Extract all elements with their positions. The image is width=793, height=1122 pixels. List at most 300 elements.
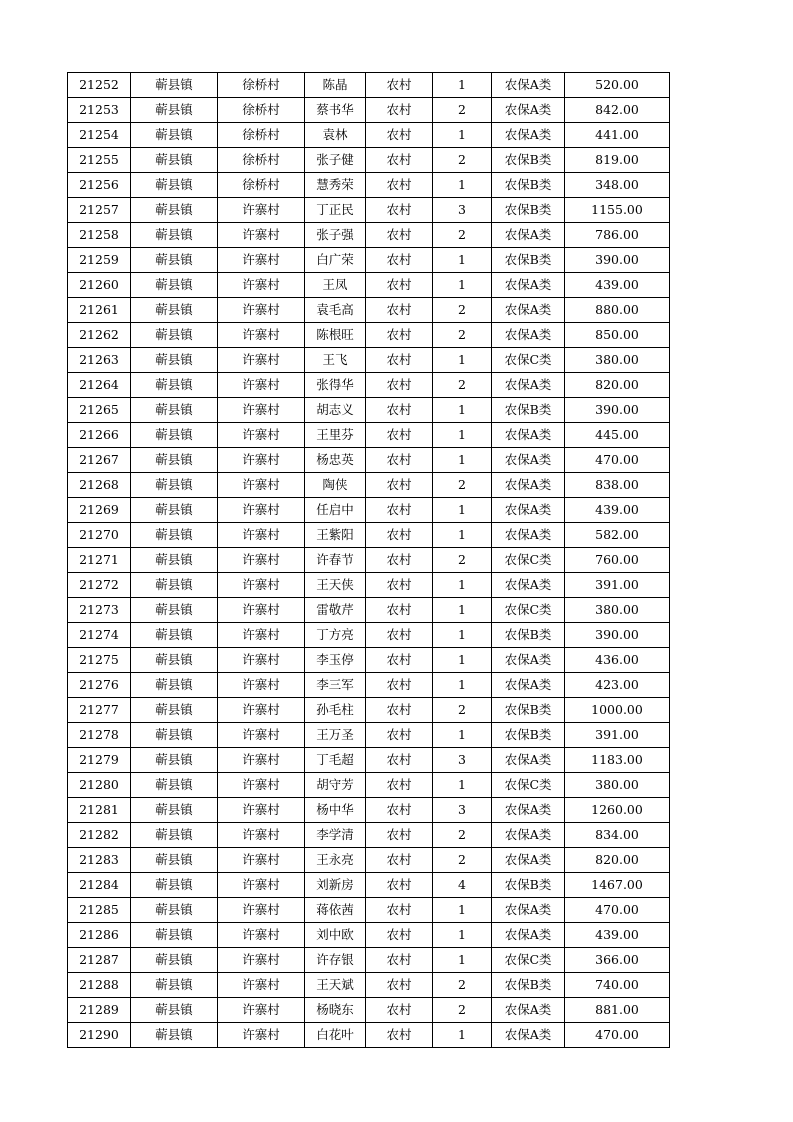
record-id-cell: 21261 (68, 298, 131, 323)
insurance-class-cell: 农保A类 (492, 323, 565, 348)
village-cell: 徐桥村 (218, 73, 305, 98)
name-cell: 雷敬芹 (305, 598, 366, 623)
village-cell: 许寨村 (218, 523, 305, 548)
amount-cell: 470.00 (565, 1023, 670, 1048)
record-id-cell: 21253 (68, 98, 131, 123)
village-cell: 许寨村 (218, 548, 305, 573)
town-cell: 蕲县镇 (131, 148, 218, 173)
name-cell: 胡守芳 (305, 773, 366, 798)
household-type-cell: 农村 (366, 398, 433, 423)
record-id-cell: 21266 (68, 423, 131, 448)
member-count-cell: 2 (433, 848, 492, 873)
record-id-cell: 21277 (68, 698, 131, 723)
insurance-class-cell: 农保C类 (492, 348, 565, 373)
village-cell: 许寨村 (218, 1023, 305, 1048)
member-count-cell: 1 (433, 898, 492, 923)
name-cell: 刘新房 (305, 873, 366, 898)
amount-cell: 760.00 (565, 548, 670, 573)
name-cell: 杨晓东 (305, 998, 366, 1023)
record-id-cell: 21262 (68, 323, 131, 348)
record-id-cell: 21273 (68, 598, 131, 623)
member-count-cell: 1 (433, 448, 492, 473)
amount-cell: 582.00 (565, 523, 670, 548)
record-id-cell: 21272 (68, 573, 131, 598)
village-cell: 许寨村 (218, 573, 305, 598)
member-count-cell: 2 (433, 373, 492, 398)
amount-cell: 439.00 (565, 923, 670, 948)
table-row (68, 148, 670, 173)
household-type-cell: 农村 (366, 948, 433, 973)
table-row (68, 123, 670, 148)
name-cell: 袁林 (305, 123, 366, 148)
name-cell: 孙毛柱 (305, 698, 366, 723)
table-row (68, 773, 670, 798)
member-count-cell: 1 (433, 123, 492, 148)
village-cell: 许寨村 (218, 398, 305, 423)
name-cell: 丁方亮 (305, 623, 366, 648)
household-type-cell: 农村 (366, 773, 433, 798)
household-type-cell: 农村 (366, 548, 433, 573)
table-row (68, 1023, 670, 1048)
household-type-cell: 农村 (366, 573, 433, 598)
member-count-cell: 3 (433, 748, 492, 773)
member-count-cell: 1 (433, 248, 492, 273)
amount-cell: 348.00 (565, 173, 670, 198)
table-row (68, 873, 670, 898)
town-cell: 蕲县镇 (131, 448, 218, 473)
household-type-cell: 农村 (366, 298, 433, 323)
household-type-cell: 农村 (366, 998, 433, 1023)
household-type-cell: 农村 (366, 898, 433, 923)
name-cell: 陈根旺 (305, 323, 366, 348)
household-type-cell: 农村 (366, 923, 433, 948)
table-row (68, 373, 670, 398)
insurance-class-cell: 农保B类 (492, 698, 565, 723)
insurance-class-cell: 农保A类 (492, 523, 565, 548)
name-cell: 任启中 (305, 498, 366, 523)
name-cell: 白广荣 (305, 248, 366, 273)
village-cell: 许寨村 (218, 798, 305, 823)
table-row (68, 748, 670, 773)
insurance-class-cell: 农保B类 (492, 248, 565, 273)
household-type-cell: 农村 (366, 973, 433, 998)
household-type-cell: 农村 (366, 698, 433, 723)
insurance-class-cell: 农保A类 (492, 848, 565, 873)
town-cell: 蕲县镇 (131, 973, 218, 998)
table-row (68, 698, 670, 723)
name-cell: 慧秀荣 (305, 173, 366, 198)
insurance-class-cell: 农保A类 (492, 898, 565, 923)
insurance-class-cell: 农保C类 (492, 948, 565, 973)
town-cell: 蕲县镇 (131, 423, 218, 448)
name-cell: 白花叶 (305, 1023, 366, 1048)
household-type-cell: 农村 (366, 498, 433, 523)
insurance-class-cell: 农保B类 (492, 198, 565, 223)
village-cell: 许寨村 (218, 273, 305, 298)
insurance-class-cell: 农保B类 (492, 723, 565, 748)
amount-cell: 842.00 (565, 98, 670, 123)
record-id-cell: 21264 (68, 373, 131, 398)
village-cell: 许寨村 (218, 623, 305, 648)
name-cell: 王天侠 (305, 573, 366, 598)
amount-cell: 1000.00 (565, 698, 670, 723)
insurance-class-cell: 农保A类 (492, 448, 565, 473)
amount-cell: 820.00 (565, 373, 670, 398)
household-type-cell: 农村 (366, 73, 433, 98)
village-cell: 许寨村 (218, 673, 305, 698)
amount-cell: 390.00 (565, 623, 670, 648)
name-cell: 蔡书华 (305, 98, 366, 123)
table-row (68, 248, 670, 273)
town-cell: 蕲县镇 (131, 598, 218, 623)
member-count-cell: 3 (433, 198, 492, 223)
record-id-cell: 21257 (68, 198, 131, 223)
insurance-class-cell: 农保B类 (492, 173, 565, 198)
table-row (68, 898, 670, 923)
village-cell: 徐桥村 (218, 148, 305, 173)
insurance-class-cell: 农保A类 (492, 123, 565, 148)
name-cell: 丁毛超 (305, 748, 366, 773)
town-cell: 蕲县镇 (131, 748, 218, 773)
table-row (68, 673, 670, 698)
village-cell: 许寨村 (218, 848, 305, 873)
town-cell: 蕲县镇 (131, 523, 218, 548)
amount-cell: 850.00 (565, 323, 670, 348)
member-count-cell: 1 (433, 1023, 492, 1048)
member-count-cell: 2 (433, 98, 492, 123)
member-count-cell: 3 (433, 798, 492, 823)
member-count-cell: 1 (433, 623, 492, 648)
name-cell: 袁毛高 (305, 298, 366, 323)
member-count-cell: 1 (433, 948, 492, 973)
name-cell: 许春节 (305, 548, 366, 573)
record-id-cell: 21279 (68, 748, 131, 773)
insurance-class-cell: 农保A类 (492, 573, 565, 598)
amount-cell: 380.00 (565, 773, 670, 798)
town-cell: 蕲县镇 (131, 923, 218, 948)
village-cell: 许寨村 (218, 423, 305, 448)
town-cell: 蕲县镇 (131, 873, 218, 898)
name-cell: 王飞 (305, 348, 366, 373)
village-cell: 许寨村 (218, 323, 305, 348)
village-cell: 许寨村 (218, 948, 305, 973)
amount-cell: 436.00 (565, 648, 670, 673)
record-id-cell: 21274 (68, 623, 131, 648)
member-count-cell: 4 (433, 873, 492, 898)
town-cell: 蕲县镇 (131, 248, 218, 273)
table-row (68, 848, 670, 873)
village-cell: 许寨村 (218, 348, 305, 373)
table-row (68, 823, 670, 848)
record-id-cell: 21252 (68, 73, 131, 98)
insurance-class-cell: 农保C类 (492, 773, 565, 798)
record-id-cell: 21276 (68, 673, 131, 698)
name-cell: 王凤 (305, 273, 366, 298)
amount-cell: 380.00 (565, 598, 670, 623)
village-cell: 许寨村 (218, 998, 305, 1023)
village-cell: 许寨村 (218, 873, 305, 898)
name-cell: 张得华 (305, 373, 366, 398)
member-count-cell: 2 (433, 473, 492, 498)
household-type-cell: 农村 (366, 673, 433, 698)
amount-cell: 390.00 (565, 398, 670, 423)
record-id-cell: 21282 (68, 823, 131, 848)
household-type-cell: 农村 (366, 723, 433, 748)
village-cell: 许寨村 (218, 498, 305, 523)
village-cell: 许寨村 (218, 898, 305, 923)
record-id-cell: 21275 (68, 648, 131, 673)
household-type-cell: 农村 (366, 273, 433, 298)
record-id-cell: 21267 (68, 448, 131, 473)
household-type-cell: 农村 (366, 873, 433, 898)
town-cell: 蕲县镇 (131, 1023, 218, 1048)
insurance-class-cell: 农保A类 (492, 748, 565, 773)
table-row (68, 73, 670, 98)
table-row (68, 473, 670, 498)
village-cell: 徐桥村 (218, 173, 305, 198)
record-id-cell: 21290 (68, 1023, 131, 1048)
village-cell: 许寨村 (218, 448, 305, 473)
name-cell: 刘中欧 (305, 923, 366, 948)
member-count-cell: 1 (433, 523, 492, 548)
member-count-cell: 2 (433, 323, 492, 348)
village-cell: 许寨村 (218, 223, 305, 248)
table-row (68, 223, 670, 248)
amount-cell: 391.00 (565, 723, 670, 748)
household-type-cell: 农村 (366, 248, 433, 273)
record-id-cell: 21287 (68, 948, 131, 973)
village-cell: 许寨村 (218, 598, 305, 623)
amount-cell: 439.00 (565, 498, 670, 523)
town-cell: 蕲县镇 (131, 298, 218, 323)
amount-cell: 820.00 (565, 848, 670, 873)
record-id-cell: 21258 (68, 223, 131, 248)
town-cell: 蕲县镇 (131, 498, 218, 523)
amount-cell: 445.00 (565, 423, 670, 448)
amount-cell: 439.00 (565, 273, 670, 298)
village-cell: 许寨村 (218, 748, 305, 773)
insurance-class-cell: 农保A类 (492, 423, 565, 448)
village-cell: 许寨村 (218, 473, 305, 498)
table-row (68, 448, 670, 473)
household-type-cell: 农村 (366, 198, 433, 223)
town-cell: 蕲县镇 (131, 648, 218, 673)
member-count-cell: 1 (433, 423, 492, 448)
town-cell: 蕲县镇 (131, 673, 218, 698)
amount-cell: 423.00 (565, 673, 670, 698)
name-cell: 李三军 (305, 673, 366, 698)
name-cell: 陶侠 (305, 473, 366, 498)
amount-cell: 1155.00 (565, 198, 670, 223)
household-type-cell: 农村 (366, 348, 433, 373)
table-row (68, 298, 670, 323)
village-cell: 许寨村 (218, 823, 305, 848)
household-type-cell: 农村 (366, 598, 433, 623)
amount-cell: 390.00 (565, 248, 670, 273)
village-cell: 许寨村 (218, 198, 305, 223)
table-row (68, 398, 670, 423)
insurance-class-cell: 农保C类 (492, 598, 565, 623)
amount-cell: 1260.00 (565, 798, 670, 823)
insurance-class-cell: 农保A类 (492, 1023, 565, 1048)
insurance-class-cell: 农保B类 (492, 398, 565, 423)
town-cell: 蕲县镇 (131, 373, 218, 398)
record-id-cell: 21286 (68, 923, 131, 948)
member-count-cell: 2 (433, 548, 492, 573)
town-cell: 蕲县镇 (131, 798, 218, 823)
insurance-class-cell: 农保B类 (492, 623, 565, 648)
town-cell: 蕲县镇 (131, 573, 218, 598)
household-type-cell: 农村 (366, 473, 433, 498)
table-row (68, 573, 670, 598)
village-cell: 许寨村 (218, 923, 305, 948)
household-type-cell: 农村 (366, 223, 433, 248)
table-row (68, 948, 670, 973)
record-id-cell: 21280 (68, 773, 131, 798)
record-id-cell: 21260 (68, 273, 131, 298)
insurance-class-cell: 农保B类 (492, 873, 565, 898)
record-id-cell: 21256 (68, 173, 131, 198)
village-cell: 徐桥村 (218, 123, 305, 148)
name-cell: 李玉停 (305, 648, 366, 673)
record-id-cell: 21254 (68, 123, 131, 148)
town-cell: 蕲县镇 (131, 848, 218, 873)
amount-cell: 520.00 (565, 73, 670, 98)
record-id-cell: 21288 (68, 973, 131, 998)
name-cell: 王里芬 (305, 423, 366, 448)
town-cell: 蕲县镇 (131, 73, 218, 98)
town-cell: 蕲县镇 (131, 123, 218, 148)
table-row (68, 998, 670, 1023)
member-count-cell: 1 (433, 273, 492, 298)
insurance-class-cell: 农保A类 (492, 273, 565, 298)
town-cell: 蕲县镇 (131, 723, 218, 748)
table-row (68, 323, 670, 348)
table-row (68, 273, 670, 298)
town-cell: 蕲县镇 (131, 98, 218, 123)
town-cell: 蕲县镇 (131, 948, 218, 973)
member-count-cell: 1 (433, 923, 492, 948)
name-cell: 王紫阳 (305, 523, 366, 548)
insurance-class-cell: 农保A类 (492, 823, 565, 848)
insurance-class-cell: 农保B类 (492, 973, 565, 998)
record-id-cell: 21263 (68, 348, 131, 373)
member-count-cell: 1 (433, 348, 492, 373)
name-cell: 王天斌 (305, 973, 366, 998)
village-cell: 许寨村 (218, 773, 305, 798)
name-cell: 陈晶 (305, 73, 366, 98)
record-id-cell: 21284 (68, 873, 131, 898)
village-cell: 许寨村 (218, 698, 305, 723)
name-cell: 张子强 (305, 223, 366, 248)
table-row (68, 498, 670, 523)
record-id-cell: 21259 (68, 248, 131, 273)
household-type-cell: 农村 (366, 848, 433, 873)
name-cell: 杨中华 (305, 798, 366, 823)
town-cell: 蕲县镇 (131, 473, 218, 498)
amount-cell: 834.00 (565, 823, 670, 848)
insurance-class-cell: 农保A类 (492, 648, 565, 673)
name-cell: 胡志义 (305, 398, 366, 423)
town-cell: 蕲县镇 (131, 998, 218, 1023)
insurance-class-cell: 农保A类 (492, 923, 565, 948)
member-count-cell: 1 (433, 73, 492, 98)
amount-cell: 880.00 (565, 298, 670, 323)
table-row (68, 798, 670, 823)
member-count-cell: 1 (433, 498, 492, 523)
records-table (67, 72, 670, 1048)
member-count-cell: 2 (433, 998, 492, 1023)
member-count-cell: 1 (433, 648, 492, 673)
amount-cell: 881.00 (565, 998, 670, 1023)
household-type-cell: 农村 (366, 373, 433, 398)
table-row (68, 98, 670, 123)
name-cell: 王永亮 (305, 848, 366, 873)
table-row (68, 173, 670, 198)
record-id-cell: 21255 (68, 148, 131, 173)
household-type-cell: 农村 (366, 173, 433, 198)
table-row (68, 548, 670, 573)
record-id-cell: 21269 (68, 498, 131, 523)
town-cell: 蕲县镇 (131, 898, 218, 923)
records-table-body (68, 73, 670, 1048)
town-cell: 蕲县镇 (131, 173, 218, 198)
table-row (68, 973, 670, 998)
household-type-cell: 农村 (366, 648, 433, 673)
village-cell: 许寨村 (218, 973, 305, 998)
town-cell: 蕲县镇 (131, 198, 218, 223)
insurance-class-cell: 农保A类 (492, 673, 565, 698)
record-id-cell: 21289 (68, 998, 131, 1023)
town-cell: 蕲县镇 (131, 623, 218, 648)
member-count-cell: 1 (433, 673, 492, 698)
amount-cell: 740.00 (565, 973, 670, 998)
town-cell: 蕲县镇 (131, 823, 218, 848)
record-id-cell: 21265 (68, 398, 131, 423)
amount-cell: 366.00 (565, 948, 670, 973)
household-type-cell: 农村 (366, 448, 433, 473)
town-cell: 蕲县镇 (131, 323, 218, 348)
amount-cell: 786.00 (565, 223, 670, 248)
name-cell: 李学清 (305, 823, 366, 848)
household-type-cell: 农村 (366, 823, 433, 848)
household-type-cell: 农村 (366, 98, 433, 123)
household-type-cell: 农村 (366, 623, 433, 648)
member-count-cell: 1 (433, 173, 492, 198)
amount-cell: 838.00 (565, 473, 670, 498)
record-id-cell: 21270 (68, 523, 131, 548)
member-count-cell: 1 (433, 723, 492, 748)
amount-cell: 819.00 (565, 148, 670, 173)
town-cell: 蕲县镇 (131, 773, 218, 798)
village-cell: 许寨村 (218, 248, 305, 273)
name-cell: 张子健 (305, 148, 366, 173)
name-cell: 蒋依茜 (305, 898, 366, 923)
household-type-cell: 农村 (366, 123, 433, 148)
record-id-cell: 21281 (68, 798, 131, 823)
member-count-cell: 2 (433, 298, 492, 323)
amount-cell: 391.00 (565, 573, 670, 598)
village-cell: 许寨村 (218, 373, 305, 398)
household-type-cell: 农村 (366, 748, 433, 773)
household-type-cell: 农村 (366, 523, 433, 548)
table-row (68, 723, 670, 748)
household-type-cell: 农村 (366, 798, 433, 823)
insurance-class-cell: 农保A类 (492, 73, 565, 98)
member-count-cell: 2 (433, 148, 492, 173)
member-count-cell: 1 (433, 398, 492, 423)
insurance-class-cell: 农保A类 (492, 473, 565, 498)
